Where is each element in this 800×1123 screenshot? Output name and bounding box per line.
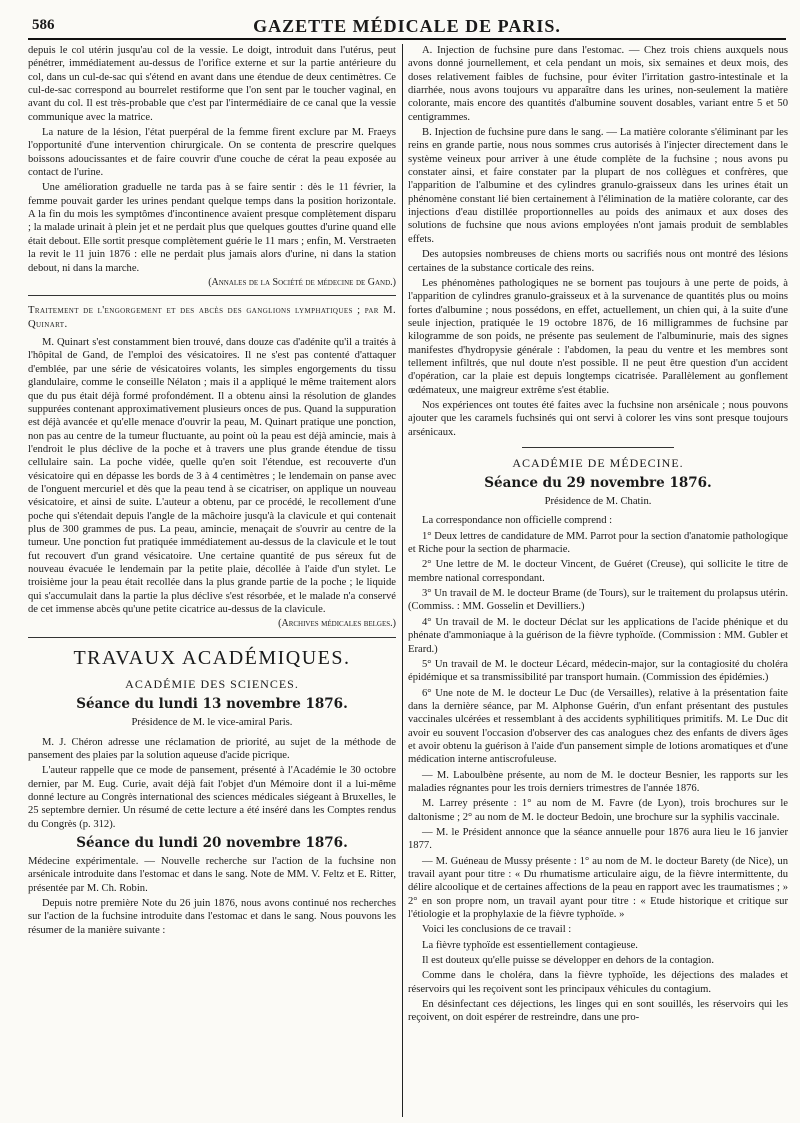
source-citation: (Archives médicales belges.) bbox=[278, 618, 396, 630]
column-divider bbox=[402, 44, 403, 1117]
paragraph: La nature de la lésion, l'état puerpéral de la femme firent exclure par M. Fraeys l'opportunité d'une intervention chirurgicale. On se contenta de prescrire quelques boissons adoucissantes et de faire couvrir d'une couche de cérat la peau exposée au contact de l'urine. bbox=[28, 127, 396, 179]
paragraph: M. Quinart s'est constamment bien trouvé, dans douze cas d'adénite qu'il a traités à l'hôpital de Gand, de l'emploi des vésicatoires. Il ne s'est pas contenté d'attaquer d'emblée, par une série de vésicatoires volants, les simples engorgements du tissu glandulaire, comme le conseille Nélaton ; mais il a appliqué le même traitement alors que du pus était déjà formé profondément. Il a obtenu ainsi la résolution de glandes suppurées contenant approximativement plusieurs onces de pus. Quand la suppuration est déjà avancée et qu'elle menace d'ouvrir la peau, M. Quinart pratique une ponction, non pas au centre de la tumeur fluctuante, au point où la peau est déjà amincie, mais à l'endroit le plus déclive de la poche et à travers une plus grande étendue de tissu cellulaire sain. La poche vidée, quelle qu'en soit l'étendue, est recouverte d'un vésicatoire qui en dépasse les bords de 3 à 4 centimètres ; le lendemain on panse avec de l'onguent mercuriel et dès que la peau tend à se cicatriser, on applique un nouveau vésicatoire, et ainsi de suite. L'auteur a obtenu, par ce procédé, le recollement d'une poche qui s'étendait depuis l'angle de la mâchoire jusqu'à la clavicule et qui contenait plus de 300 grammes de pus. La peau, amincie, menaçait de s'ouvrir au centre de la tumeur. Une ponction fut pratiquée immédiatement au-dessus de la clavicule et le tout fut recouvert d'un grand vésicatoire. Une certaine quantité de pus séreux fut de nouveau évacuée le lendemain par la petite plaie, décollée à l'aide d'un stylet. Le troisième jour la peau était recollée dans la plus grande partie de la poche ; le liquide qui s'accumulait dans la partie la plus déclive s'est résorbée, et le malade n'a conservé de cet immense abcès qu'une petite cicatrice au-dessus de la clavicule. bbox=[28, 337, 396, 615]
page-header bbox=[28, 12, 786, 40]
paragraph: — M. Laboulbène présente, au nom de M. le docteur Besnier, les rapports sur les maladies régnantes pour les trois derniers trimestres de l'année 1876. bbox=[408, 769, 788, 794]
journal-title: GAZETTE MÉDICALE DE PARIS. bbox=[253, 16, 561, 36]
paragraph: M. Larrey présente : 1° au nom de M. Favre (de Lyon), trois brochures sur le daltonisme ; 2° au nom de M. le docteur Bedoin, une brochure sur la syphilis vaccinale. bbox=[408, 798, 788, 823]
paragraph: La fièvre typhoïde est essentiellement contagieuse. bbox=[422, 939, 638, 951]
divider bbox=[28, 637, 396, 638]
page-number: 586 bbox=[32, 17, 55, 33]
list-item: 2° Une lettre de M. le docteur Vincent, de Guéret (Creuse), qui sollicite le titre de membre national correspondant. bbox=[408, 559, 788, 584]
presidency: Présidence de M. le vice-amiral Paris. bbox=[131, 717, 293, 729]
paragraph: — M. Guéneau de Mussy présente : 1° au nom de M. le docteur Barety (de Nice), un travail ayant pour titre : « Du rhumatisme articulaire aigu, de la fièvre intermittente, du délire alcoolique et de certaines affections de la peau en rapport avec les traumatismes ; » 2° en son propre nom, un travail ayant pour titre : « Etude historique et critique sur l'étiologie et la prophylaxie de la fièvre typhoïde. » bbox=[408, 855, 788, 921]
presidency: Présidence de M. Chatin. bbox=[544, 496, 652, 508]
paragraph: La correspondance non officielle comprend : bbox=[422, 515, 613, 527]
list-item: 5° Un travail de M. le docteur Lécard, médecin-major, sur la contagiosité du choléra épidémique et sa transmissibilité par transport humain. (Commission des épidémies.) bbox=[408, 658, 788, 684]
paragraph: Depuis notre première Note du 26 juin 1876, nous avons continué nos recherches sur l'action de la fuchsine introduite dans l'estomac et dans le sang. Nous pouvons les résumer de la manière suivante : bbox=[28, 898, 396, 936]
paragraph: Comme dans le choléra, dans la fièvre typhoïde, les déjections des malades et réservoirs qui les reçoivent sont les principaux véhicules du contagium. bbox=[408, 970, 788, 995]
list-item: 4° Un travail de M. le docteur Déclat sur les applications de l'acide phénique et du phénate d'ammoniaque à la guérison de la fièvre typhoïde. (Commission : MM. Gubler et Erard.) bbox=[408, 616, 788, 655]
paragraph: Voici les conclusions de ce travail : bbox=[422, 924, 572, 936]
paragraph: depuis le col utérin jusqu'au col de la vessie. Le doigt, introduit dans l'utérus, peut pénétrer, immédiatement au-dessus de l'orifice externe et sur la partie antérieure du col, dans un cul-de-sac qui s'étend en avant dans une étendue de deux centimètres. Ce cul-de-sac correspond au bourrelet restiforme que l'on sent par le toucher vaginal, en avant du col. Il est très-probable que c'est par l'intermédiaire de ce canal que la vessie communique avec la matrice. bbox=[28, 45, 396, 123]
paragraph: B. Injection de fuchsine pure dans le sang. — La matière colorante s'éliminant par les reins en grande partie, nous nous sommes crus autorisés à l'injecter directement dans le système veineux pour arriver à une étude complète de la fuchsine ; nous avons pu constater ainsi, et faire constater par la plupart de nos collègues et confrères, que l'apparition de l'albumine et des cylindres granulo-graisseux dans les urines était un phénomène constant lié bien certainement à l'élimination de la matière colorante, car des injections d'eau distillée proportionnelles au poids des animaux et aux doses des solutions de fuchsine que nous avions employées n'ont jamais produit de semblables effets. bbox=[408, 127, 788, 245]
list-item: 6° Une note de M. le docteur Le Duc (de Versailles), relative à la présentation faite dans la dernière séance, par M. Alphonse Guérin, d'un enfant présentant des pustules vaccinales ulcérées et ressemblant à des accidents syphilitiques primitifs. M. Le Duc dit avoir eu souvent l'occasion d'observer des cas analogues chez des enfants de divers âges et avoir obtenu la guérison à l'aide d'un pansement simple de lotions aromatiques et d'une médication interne antiscrofuleuse. bbox=[408, 687, 788, 766]
divider bbox=[522, 447, 674, 448]
paragraph: M. J. Chéron adresse une réclamation de priorité, au sujet de la méthode de pansement des plaies par la solution aqueuse d'acide picrique. bbox=[28, 736, 396, 761]
paragraph: Il est douteux qu'elle puisse se développer en dehors de la contagion. bbox=[422, 955, 714, 967]
paragraph: A. Injection de fuchsine pure dans l'estomac. — Chez trois chiens auxquels nous avons donné journellement, et cela pendant un mois, six semaines et deux mois, des doses relativement faibles de fuchsine, pour éviter l'irritation gastro-intestinale et la diarrhée, nous avons toujours vu apparaître dans les urines, non-seulement la matière colorante, mais encore des quantités d'albumine souvent dosables, variant entre 5 et 50 centigrammes. bbox=[408, 45, 788, 123]
list-item: 3° Un travail de M. le docteur Brame (de Tours), sur le traitement du prolapsus utérin. (Commiss. : MM. Gosselin et Devilliers.) bbox=[408, 588, 788, 613]
paragraph: L'auteur rappelle que ce mode de pansement, présenté à l'Académie le 30 octobre dernier, par M. Eug. Curie, avait déjà fait l'objet d'un Mémoire dont il a lui-même donné lecture au Congrès international des sciences médicales siégeant à Bruxelles, le 25 septembre dernier. Un résumé de cette lecture a été inséré dans les Comptes rendus du Congrès (p. 312). bbox=[28, 765, 396, 830]
paragraph: Des autopsies nombreuses de chiens morts ou sacrifiés nous ont montré des lésions certaines de la substance corticale des reins. bbox=[408, 249, 788, 274]
divider bbox=[28, 295, 396, 296]
session-heading: Séance du lundi 13 novembre 1876. bbox=[76, 696, 348, 713]
academy-heading: ACADÉMIE DE MÉDECINE. bbox=[512, 455, 684, 470]
article-heading: Traitement de l'engorgement et des abcès des ganglions lymphatiques ; par M. Quinart. bbox=[28, 305, 396, 330]
session-heading: Séance du 29 novembre 1876. bbox=[484, 475, 712, 492]
right-column bbox=[408, 44, 788, 1117]
paragraph: Médecine expérimentale. — Nouvelle recherche sur l'action de la fuchsine non arsénicale introduite dans l'estomac et dans le sang. Note de MM. V. Feltz et E. Ritter, présentée par M. Ch. Robin. bbox=[28, 855, 396, 894]
section-title: TRAVAUX ACADÉMIQUES. bbox=[73, 646, 351, 669]
paragraph: Une amélioration graduelle ne tarda pas à se faire sentir : dès le 11 février, la femme pouvait garder les urines pendant quelque temps dans la position horizontale. A la fin du mois les symptômes d'incontinence avaient presque complètement disparu ; la malade urinait à plein jet et ne perdait plus que quelques gouttes d'urine quand elle était debout. Elle sortit presque complètement guérie le 11 mars ; enfin, M. Verstraeten la revit le 11 juin 1876 : elle ne perdait plus jamais alors d'urine, ni dans la station debout, ni dans la marche. bbox=[28, 182, 396, 274]
academy-heading: ACADÉMIE DES SCIENCES. bbox=[125, 677, 299, 692]
list-item: 1° Deux lettres de candidature de MM. Parrot pour la section d'anatomie pathologique et Riche pour la section de pharmacie. bbox=[408, 530, 788, 556]
paragraph: Les phénomènes pathologiques ne se bornent pas toujours à une perte de poids, à l'apparition de cylindres granulo-graisseux et à la survenance de quantités plus ou moins fortes d'albumine ; nous possédons, en effet, actuellement, un chien qui, à la suite d'une seule injection, pratiquée le 19 octobre 1876, de 16 milligrammes de fuchsine par kilogramme de son poids, ne présente pas seulement de l'albuminurie, mais des signes manifestes d'hydropysie générale : l'abdomen, la peau du ventre et les membres sont tellement infiltrés, que nul doute n'est possible. Il ne peut être question d'un accident d'opération, car la plaie est depuis longtemps cicatrisée. Parallèlement au gonflement œdémateux, une maigreur extrême s'est établie. bbox=[408, 277, 788, 396]
paragraph: Nos expériences ont toutes été faites avec la fuchsine non arsénicale ; nous pouvons ajouter que les caramels fuchsinés qui ont servi à colorer les vins sont presque toujours arsénicaux. bbox=[408, 399, 788, 438]
left-column bbox=[28, 44, 396, 1117]
source-citation: (Annales de la Société de médecine de Gand.) bbox=[208, 276, 396, 288]
paragraph: En désinfectant ces déjections, les linges qui en sont souillés, les réservoirs qui les reçoivent, on doit espérer de restreindre, dans une pro- bbox=[408, 999, 788, 1024]
paragraph: — M. le Président annonce que la séance annuelle pour 1876 aura lieu le 16 janvier 1877. bbox=[408, 826, 788, 852]
session-heading: Séance du lundi 20 novembre 1876. bbox=[76, 834, 348, 851]
